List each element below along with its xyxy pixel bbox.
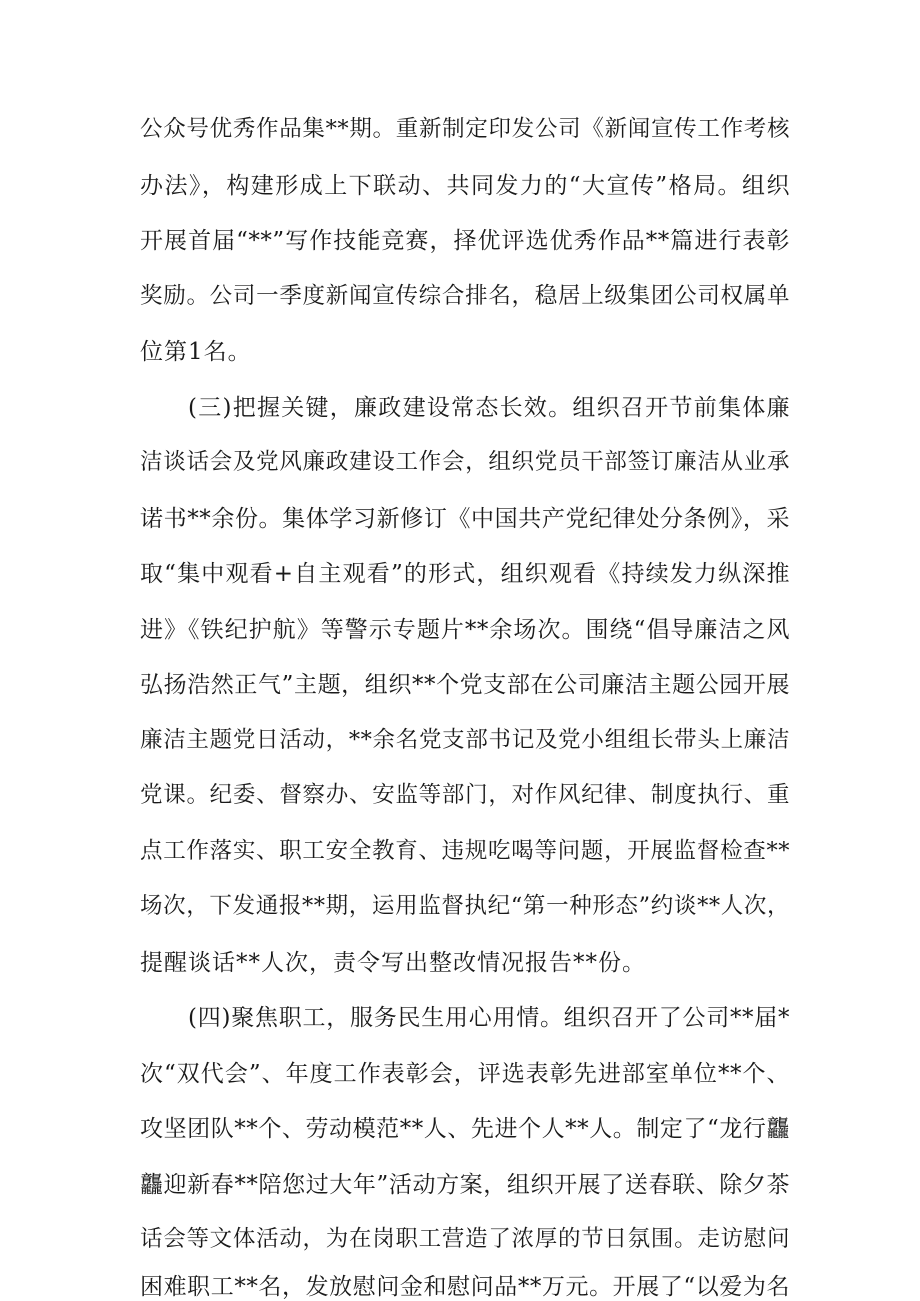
paragraph-3-line-5: 话会等文体活动，为在岗职工营造了浓厚的节日氛围。走访慰问 (140, 1226, 790, 1252)
paragraph-3-line-4: 龘迎新春**陪您过大年”活动方案，组织开展了送春联、除夕茶 (140, 1172, 790, 1198)
paragraph-1-line-4: 奖励。公司一季度新闻宣传综合排名，稳居上级集团公司权属单 (140, 283, 790, 309)
paragraph-3-line-3: 攻坚团队**个、劳动模范**人、先进个人**人。制定了“龙行龘 (140, 1116, 790, 1142)
paragraph-1-line-5: 位第1名。 (140, 339, 252, 365)
paragraph-1-line-2: 办法》，构建形成上下联动、共同发力的“大宣传”格局。组织 (140, 173, 790, 199)
paragraph-1-line-1: 公众号优秀作品集**期。重新制定印发公司《新闻宣传工作考核 (140, 116, 790, 142)
paragraph-2-line-7: 廉洁主题党日活动，**余名党支部书记及党小组组长带头上廉洁 (140, 727, 790, 753)
paragraph-2-line-9: 点工作落实、职工安全教育、违规吃喝等问题，开展监督检查** (140, 838, 790, 864)
paragraph-2-line-2: 洁谈话会及党风廉政建设工作会，组织党员干部签订廉洁从业承 (140, 449, 790, 475)
paragraph-2-line-4: 取“集中观看+自主观看”的形式，组织观看《持续发力纵深推 (140, 561, 790, 587)
paragraph-2-line-8: 党课。纪委、督察办、安监等部门，对作风纪律、制度执行、重 (140, 782, 790, 808)
paragraph-3-line-6: 困难职工**名，发放慰问金和慰问品**万元。开展了“以爱为名 (140, 1274, 790, 1300)
paragraph-1-line-3: 开展首届“**”写作技能竞赛，择优评选优秀作品**篇进行表彰 (140, 228, 790, 254)
paragraph-2-line-5: 进》《铁纪护航》等警示专题片**余场次。围绕“倡导廉洁之风 (140, 617, 790, 643)
paragraph-2-line-10: 场次，下发通报**期，运用监督执纪“第一种形态”约谈**人次， (140, 893, 790, 919)
paragraph-2-line-3: 诺书**余份。集体学习新修订《中国共产党纪律处分条例》，采 (140, 506, 790, 532)
paragraph-3-line-1: (四)聚焦职工，服务民生用心用情。组织召开了公司**届* (188, 1005, 790, 1031)
paragraph-2-line-1: (三)把握关键，廉政建设常态长效。组织召开节前集体廉 (188, 395, 790, 421)
paragraph-2-line-11: 提醒谈话**人次，责令写出整改情况报告**份。 (140, 950, 646, 976)
paragraph-3-line-2: 次“双代会”、年度工作表彰会，评选表彰先进部室单位**个、 (140, 1061, 790, 1087)
paragraph-2-line-6: 弘扬浩然正气”主题，组织**个党支部在公司廉洁主题公园开展 (140, 672, 790, 698)
